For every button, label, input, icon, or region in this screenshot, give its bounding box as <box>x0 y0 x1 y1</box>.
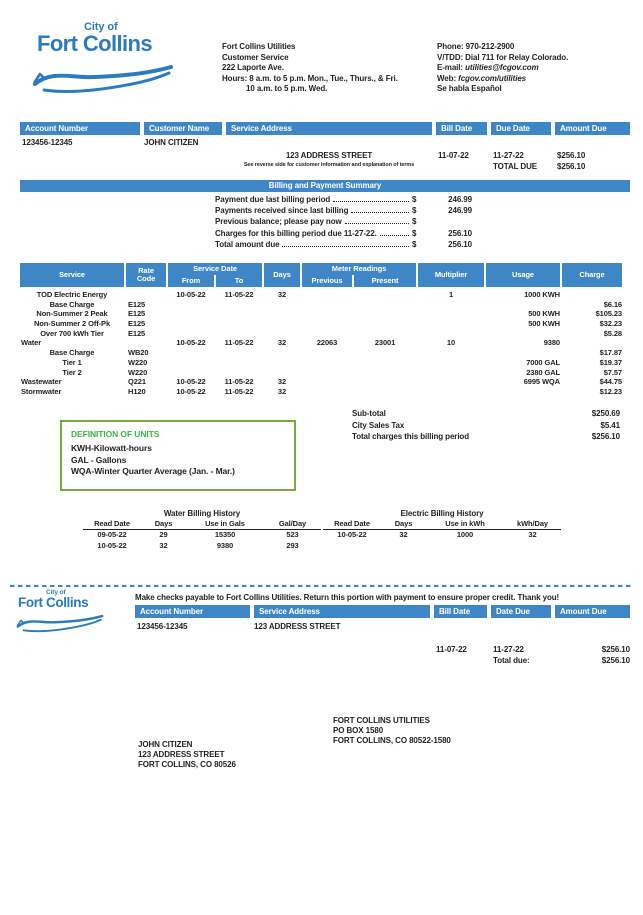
utility-contact-block <box>222 42 398 95</box>
history-cell: 9380 <box>216 540 234 550</box>
col-from: From <box>168 275 214 287</box>
dot-leader <box>380 235 409 236</box>
utility-address-line: FORT COLLINS UTILITIES <box>333 716 430 725</box>
rate-code-cell: E125 <box>128 299 146 309</box>
service-table-body <box>20 290 622 397</box>
electric-history-title: Electric Billing History <box>400 509 484 518</box>
rate-code-cell: W220 <box>128 367 148 377</box>
service-name-cell: TOD Electric Energy <box>36 290 108 299</box>
history-col-header: Days <box>154 519 173 528</box>
days-cell <box>264 348 300 358</box>
to-date-cell: 11-05-22 <box>224 338 254 348</box>
remit-date-due: 11-27-22 <box>493 645 524 654</box>
total-charges-value: $256.10 <box>591 432 620 441</box>
history-cell: 10-05-22 <box>337 530 367 539</box>
usage-cell <box>486 348 560 358</box>
water-history-title: Water Billing History <box>163 509 241 518</box>
days-cell <box>264 368 300 378</box>
multiplier-cell <box>418 358 484 368</box>
service-table-header <box>20 263 622 287</box>
history-row <box>83 530 321 541</box>
present-reading-cell <box>354 300 416 310</box>
col-account-number: Account Number <box>135 605 250 618</box>
dot-leader <box>345 223 409 224</box>
to-date-cell: 11-05-22 <box>224 377 254 387</box>
days-cell: 32 <box>277 377 287 387</box>
electric-billing-history <box>323 508 561 541</box>
days-cell: 32 <box>277 338 287 348</box>
service-address: 123 ADDRESS STREET <box>285 151 373 160</box>
history-cell: 15350 <box>214 530 236 539</box>
utility-hours-1: Hours: 8 a.m. to 5 p.m. Mon., Tue., Thurs., & Fri. <box>222 73 398 83</box>
customer-mailing-address <box>138 740 236 770</box>
web-line <box>437 74 568 85</box>
service-name-cell: Non-Summer 2 Off-Pk <box>33 319 111 329</box>
history-cell: 523 <box>286 530 299 539</box>
billing-summary-rows <box>215 195 472 251</box>
charge-cell: $44.75 <box>599 377 622 387</box>
history-cell: 32 <box>528 530 537 539</box>
multiplier-cell <box>418 387 484 397</box>
present-reading-cell <box>354 348 416 358</box>
logo-name: Fort Collins <box>18 595 89 610</box>
usage-cell: 9380 <box>543 338 560 348</box>
from-date-cell <box>168 300 214 310</box>
present-reading-cell <box>354 319 416 329</box>
service-name-cell: Base Charge <box>49 299 95 309</box>
rate-code-cell: E125 <box>128 319 146 329</box>
previous-reading-cell <box>302 377 352 387</box>
history-col-header: Days <box>394 519 413 528</box>
col-service-date: Service Date <box>168 263 262 275</box>
remit-service-address: 123 ADDRESS STREET <box>254 622 341 631</box>
charge-cell: $6.16 <box>603 299 622 309</box>
logo-city-of: City of <box>84 21 118 33</box>
service-address-cell <box>226 150 432 172</box>
reverse-side-note: See reverse side for customer information and explanation of terms <box>243 162 415 168</box>
charge-cell <box>562 338 622 348</box>
usage-cell: 500 KWH <box>528 309 560 319</box>
subtotal-label: Sub-total <box>352 409 386 418</box>
usage-cell <box>486 329 560 339</box>
from-date-cell: 10-05-22 <box>176 386 206 396</box>
tax-row <box>352 420 620 432</box>
web-value: fcgov.com/utilities <box>458 73 527 83</box>
definition-wqa: WQA-Winter Quarter Average (Jan. - Mar.) <box>71 466 235 477</box>
history-col-header: kWh/Day <box>517 519 548 528</box>
billing-summary-row <box>215 229 472 240</box>
billing-summary-row <box>215 195 472 206</box>
service-name-cell: Over 700 kWh Tier <box>40 328 104 338</box>
to-date-cell <box>216 319 262 329</box>
web-label: Web: <box>437 73 459 83</box>
usage-cell: 2380 GAL <box>526 367 560 377</box>
multiplier-cell <box>418 377 484 387</box>
days-cell <box>264 329 300 339</box>
present-reading-cell: 23001 <box>374 338 396 348</box>
col-account-number: Account Number <box>20 122 140 135</box>
multiplier-cell: 1 <box>448 290 454 299</box>
water-billing-history <box>83 508 321 551</box>
col-service-address: Service Address <box>254 605 430 618</box>
days-cell: 32 <box>277 290 287 299</box>
col-usage: Usage <box>486 263 560 287</box>
dot-leader <box>282 246 409 247</box>
summary-label: Payment due last billing period <box>215 195 331 204</box>
history-cell: 29 <box>159 530 168 539</box>
summary-amount: 256.10 <box>448 228 472 238</box>
account-number: 123456-12345 <box>22 138 73 147</box>
previous-reading-cell <box>302 319 352 329</box>
to-date-cell: 11-05-22 <box>224 290 254 299</box>
previous-reading-cell <box>302 387 352 397</box>
multiplier-cell <box>418 348 484 358</box>
charge-cell: $7.57 <box>603 367 622 377</box>
utility-address-line: FORT COLLINS, CO 80522-1580 <box>333 736 451 745</box>
col-due-date: Due Date <box>491 122 551 135</box>
previous-reading-cell: 22063 <box>316 338 338 348</box>
remittance-table <box>135 605 630 666</box>
due-date: 11-27-22 <box>493 151 524 160</box>
tax-label: City Sales Tax <box>352 420 405 430</box>
remit-instruction: Make checks payable to Fort Collins Utilities. Return this portion with payment to ensure proper credit. Thank you! <box>135 592 560 602</box>
col-amount-due: Amount Due <box>555 605 630 618</box>
present-reading-cell <box>354 377 416 387</box>
summary-amount: 246.99 <box>448 195 472 204</box>
days-cell <box>264 309 300 319</box>
account-row <box>20 137 630 149</box>
fort-collins-logo <box>30 20 180 98</box>
customer-address-line: JOHN CITIZEN <box>138 740 193 749</box>
rate-code-cell <box>126 338 166 348</box>
totals-block <box>352 408 620 443</box>
previous-reading-cell <box>302 290 352 300</box>
col-previous: Previous <box>302 275 352 287</box>
history-col-header: Use in Gals <box>205 519 245 528</box>
history-cell: 1000 <box>456 530 474 539</box>
history-col-header: Read Date <box>334 519 370 528</box>
previous-reading-cell <box>302 329 352 339</box>
service-name-cell: Tier 2 <box>62 367 82 377</box>
rate-code-cell: E125 <box>128 328 146 338</box>
logo-wave-icon <box>32 64 174 94</box>
col-present: Present <box>354 275 416 287</box>
summary-amount: 256.10 <box>448 239 472 249</box>
charge-cell: $5.28 <box>603 328 622 338</box>
account-summary-table <box>20 122 630 172</box>
previous-reading-cell <box>302 358 352 368</box>
subtotal-row <box>352 408 620 420</box>
customer-name: JOHN CITIZEN <box>144 138 199 147</box>
electric-history-header <box>323 519 561 530</box>
col-bill-date: Bill Date <box>436 122 487 135</box>
subtotal-value: $250.69 <box>591 409 620 418</box>
to-date-cell <box>216 300 262 310</box>
from-date-cell <box>168 358 214 368</box>
remit-bill-date: 11-07-22 <box>436 645 467 654</box>
remit-total-value: $256.10 <box>601 656 630 665</box>
from-date-cell: 10-05-22 <box>176 290 206 299</box>
rate-code-cell: H120 <box>128 386 146 396</box>
utility-street: 222 Laporte Ave. <box>222 63 284 73</box>
phone-contact-block <box>437 42 568 95</box>
amount-due: $256.10 <box>557 151 586 160</box>
due-date-cell <box>491 150 551 172</box>
logo-wave-icon <box>16 614 104 633</box>
usage-cell: 500 KWH <box>528 319 560 329</box>
charge-cell: $105.23 <box>595 309 622 319</box>
from-date-cell <box>168 368 214 378</box>
fort-collins-logo-small <box>15 589 115 635</box>
history-col-header: Use in kWh <box>445 519 485 528</box>
water-history-header <box>83 519 321 530</box>
col-to: To <box>216 275 262 287</box>
tax-value: $5.41 <box>600 420 620 430</box>
definition-of-units-box <box>60 420 296 491</box>
present-reading-cell <box>354 290 416 300</box>
from-date-cell: 10-05-22 <box>176 377 206 387</box>
usage-cell: 1000 KWH <box>524 290 560 299</box>
service-name-cell: Base Charge <box>49 348 95 358</box>
utility-hours-2: 10 a.m. to 5 p.m. Wed. <box>246 84 328 94</box>
days-cell <box>264 358 300 368</box>
logo-city-of: City of <box>46 589 66 596</box>
charge-cell: $12.23 <box>599 386 622 396</box>
service-name-cell: Wastewater <box>21 377 62 387</box>
phone-line: Phone: 970-212-2900 <box>437 42 515 51</box>
col-meter-readings: Meter Readings <box>302 263 416 275</box>
usage-cell <box>486 300 560 310</box>
spanish-line: Se habla Español <box>437 84 502 94</box>
rate-code-cell: Q221 <box>128 377 146 387</box>
currency-sign: $ <box>412 195 417 204</box>
col-customer-name: Customer Name <box>144 122 222 135</box>
rate-code-cell: E125 <box>128 309 146 319</box>
total-due-label: TOTAL DUE <box>493 162 537 171</box>
history-cell: 09-05-22 <box>97 530 127 539</box>
remit-amount-due: $256.10 <box>601 645 630 654</box>
summary-label: Total amount due <box>215 239 280 249</box>
multiplier-cell <box>418 319 484 329</box>
present-reading-cell <box>354 329 416 339</box>
remit-total-row <box>135 655 630 666</box>
days-cell <box>264 300 300 310</box>
vtdd-line: V/TDD: Dial 711 for Relay Colorado. <box>437 52 569 62</box>
tear-line <box>10 585 633 587</box>
col-rate-code: Rate Code <box>126 263 166 287</box>
email-line <box>437 63 568 74</box>
definitions-title: DEFINITION OF UNITS <box>71 429 160 439</box>
charge-cell: $19.37 <box>599 357 622 367</box>
currency-sign: $ <box>412 206 417 216</box>
charge-cell: $17.87 <box>599 348 622 358</box>
currency-sign: $ <box>412 217 417 227</box>
from-date-cell: 10-05-22 <box>176 338 206 348</box>
service-name-cell: Non-Summer 2 Peak <box>36 309 108 319</box>
rate-code-cell: WB20 <box>128 348 149 358</box>
summary-label: Charges for this billing period due 11-27-22. <box>215 228 377 238</box>
definition-kwh: KWH-Kilowatt-hours <box>71 443 152 453</box>
to-date-cell <box>216 329 262 339</box>
billing-summary-row <box>215 206 472 217</box>
from-date-cell <box>168 348 214 358</box>
remit-account-number: 123456-12345 <box>137 622 188 631</box>
customer-address-line: FORT COLLINS, CO 80526 <box>138 760 236 769</box>
service-name-cell: Stormwater <box>21 386 62 396</box>
col-service-address: Service Address <box>226 122 432 135</box>
utility-name: Fort Collins Utilities <box>222 42 296 51</box>
email-label: E-mail: <box>437 63 466 73</box>
rate-code-cell: W220 <box>128 357 148 367</box>
to-date-cell <box>216 368 262 378</box>
history-cell: 32 <box>399 530 408 539</box>
service-name-cell: Tier 1 <box>62 357 82 367</box>
dot-leader <box>333 201 409 202</box>
total-due-amount: $256.10 <box>557 162 586 171</box>
previous-reading-cell <box>302 368 352 378</box>
history-col-header: Gal/Day <box>278 519 307 528</box>
utility-mailing-address <box>333 716 451 746</box>
summary-label: Previous balance; please pay now <box>215 217 342 227</box>
utility-address-line: PO BOX 1580 <box>333 726 384 735</box>
summary-amount: 246.99 <box>448 206 472 216</box>
bill-date: 11-07-22 <box>438 151 469 160</box>
to-date-cell: 11-05-22 <box>224 386 254 396</box>
customer-address-line: 123 ADDRESS STREET <box>138 750 225 759</box>
logo-name: Fort Collins <box>37 31 153 56</box>
previous-reading-cell <box>302 348 352 358</box>
usage-cell <box>486 387 560 397</box>
present-reading-cell <box>354 387 416 397</box>
amount-due-cell <box>555 150 630 172</box>
multiplier-cell <box>418 300 484 310</box>
rate-code-cell <box>126 290 166 300</box>
billing-summary-row <box>215 240 472 251</box>
history-row <box>323 530 561 541</box>
charge-cell <box>562 290 622 300</box>
history-row <box>83 541 321 552</box>
summary-label: Payments received since last billing <box>215 206 349 216</box>
col-bill-date: Bill Date <box>434 605 487 618</box>
charge-cell: $32.23 <box>599 319 622 329</box>
present-reading-cell <box>354 358 416 368</box>
present-reading-cell <box>354 368 416 378</box>
billing-summary-title: Billing and Payment Summary <box>20 180 630 192</box>
definition-gal: GAL - Gallons <box>71 454 127 465</box>
to-date-cell <box>216 358 262 368</box>
present-reading-cell <box>354 309 416 319</box>
col-days: Days <box>264 263 300 287</box>
previous-reading-cell <box>302 309 352 319</box>
history-col-header: Read Date <box>94 519 130 528</box>
remit-dates-row <box>135 644 630 655</box>
col-service: Service <box>20 263 124 287</box>
history-cell: 10-05-22 <box>97 540 127 550</box>
email-value: utilities@fcgov.com <box>465 63 539 73</box>
remit-table-header <box>135 605 630 618</box>
previous-reading-cell <box>302 300 352 310</box>
utility-dept: Customer Service <box>222 52 289 62</box>
usage-cell: 6995 WQA <box>523 377 560 387</box>
account-table-header <box>20 122 630 135</box>
col-multiplier: Multiplier <box>418 263 484 287</box>
total-charges-label: Total charges this billing period <box>352 432 470 441</box>
to-date-cell <box>216 309 262 319</box>
multiplier-cell <box>418 309 484 319</box>
col-amount-due: Amount Due <box>555 122 630 135</box>
address-row <box>20 150 630 172</box>
usage-cell: 7000 GAL <box>526 357 560 367</box>
from-date-cell <box>168 319 214 329</box>
multiplier-cell <box>418 329 484 339</box>
history-cell: 32 <box>159 540 168 550</box>
days-cell: 32 <box>277 386 287 396</box>
col-charge: Charge <box>562 263 622 287</box>
multiplier-cell: 10 <box>446 338 456 348</box>
remit-account-row <box>135 621 630 633</box>
service-name-cell: Water <box>21 338 42 348</box>
currency-sign: $ <box>412 228 417 238</box>
to-date-cell <box>216 348 262 358</box>
history-cell: 293 <box>286 540 299 550</box>
col-date-due: Date Due <box>491 605 551 618</box>
remit-total-label: Total due: <box>493 656 530 665</box>
from-date-cell <box>168 329 214 339</box>
dot-leader <box>351 212 409 213</box>
currency-sign: $ <box>412 239 417 249</box>
billing-summary-row <box>215 217 472 228</box>
multiplier-cell <box>418 368 484 378</box>
total-charges-row <box>352 431 620 443</box>
days-cell <box>264 319 300 329</box>
from-date-cell <box>168 309 214 319</box>
